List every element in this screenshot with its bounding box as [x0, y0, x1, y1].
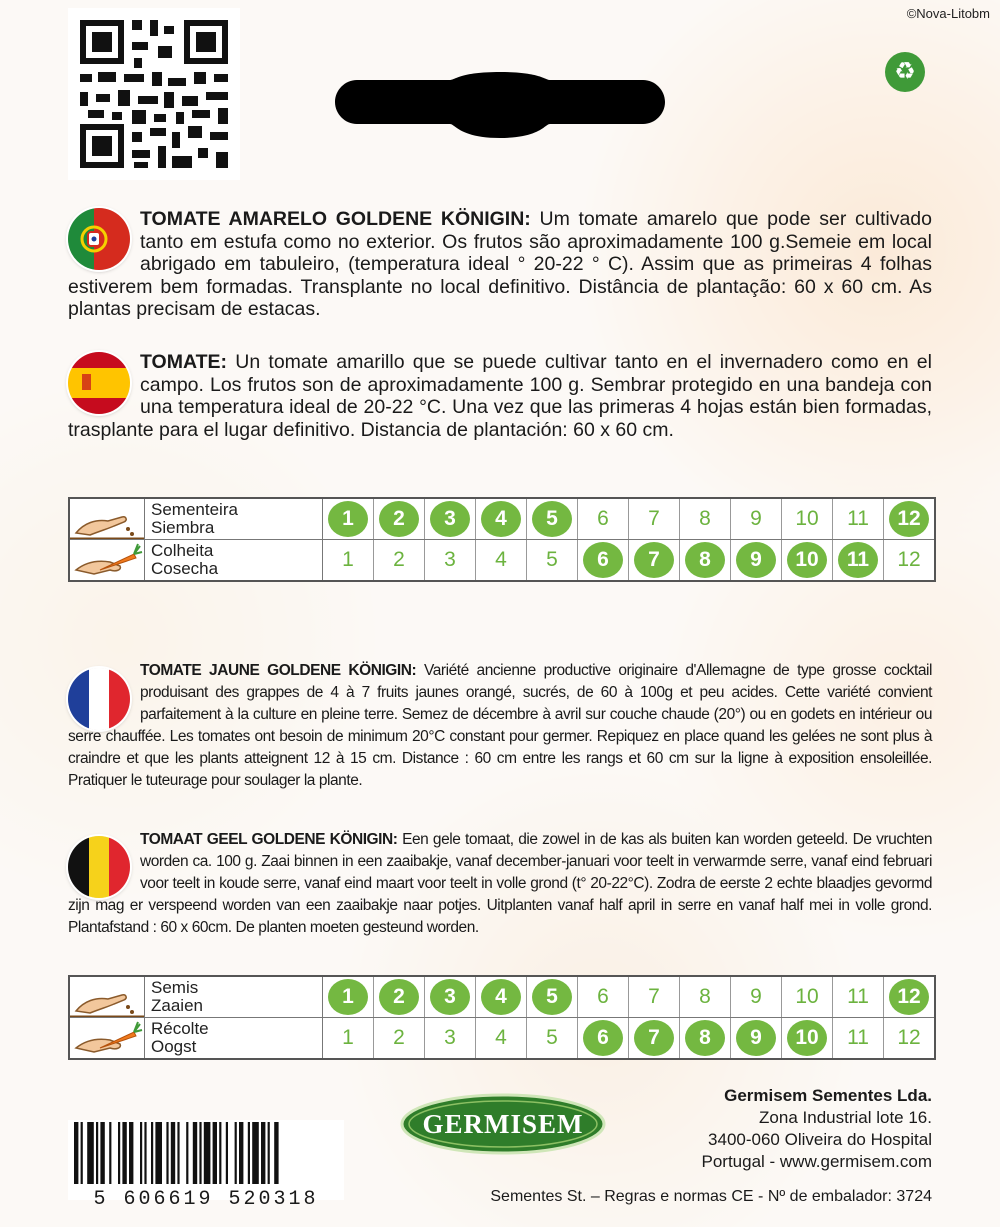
month-number: 2	[393, 1026, 405, 1049]
month-number: 4	[481, 501, 521, 537]
month-number: 11	[838, 542, 878, 578]
paragraph-portuguese	[68, 208, 932, 321]
month-cell	[782, 540, 833, 580]
month-cell	[629, 977, 680, 1017]
month-number: 7	[648, 985, 660, 1008]
harvest-row	[70, 540, 934, 580]
month-cell	[629, 1018, 680, 1058]
month-cell	[680, 1018, 731, 1058]
month-cell	[578, 1018, 629, 1058]
month-number: 9	[736, 1020, 776, 1056]
paragraph-text: Un tomate amarillo que se puede cultivar tanto en el invernadero como en el campo. Los frutos son de aproximadamente 100 g. Sembrar protegido en una bandeja con una temperatura ideal de 20-22 °C. Una vez que las primeras 4 hojas están bien formadas, trasplante para el lugar definitivo. Distancia de plantación: 60 x 60 cm.	[68, 351, 932, 441]
barcode-number: 5 606619 520318	[93, 1188, 319, 1211]
month-cell	[578, 540, 629, 580]
packer-rules-text: Sementes St. – Regras e normas CE - Nº de embalador: 3724	[490, 1188, 932, 1205]
month-cell	[578, 977, 629, 1017]
month-cells	[323, 540, 934, 580]
month-cell	[476, 977, 527, 1017]
month-number: 9	[736, 542, 776, 578]
company-name: Germisem Sementes Lda.	[724, 1086, 932, 1105]
month-number: 1	[328, 501, 368, 537]
month-cell	[374, 499, 425, 539]
recycle-icon: ♻	[885, 52, 925, 92]
month-cell	[425, 977, 476, 1017]
month-cell	[323, 977, 374, 1017]
sowing-label: Sementeira Siembra	[145, 499, 323, 539]
month-cell	[782, 977, 833, 1017]
month-cell	[833, 499, 884, 539]
month-cells	[323, 1018, 934, 1058]
company-address	[701, 1085, 932, 1173]
sowing-row	[70, 499, 934, 540]
paragraph-title: TOMATE JAUNE GOLDENE KÖNIGIN:	[140, 662, 417, 679]
sowing-harvest-calendar	[68, 975, 936, 1060]
month-cell	[476, 540, 527, 580]
month-number: 10	[787, 542, 827, 578]
month-number: 7	[648, 507, 660, 530]
month-cells	[323, 499, 934, 539]
month-number: 10	[787, 1020, 827, 1056]
qr-code-icon	[68, 8, 240, 180]
month-number: 12	[889, 979, 929, 1015]
month-number: 5	[546, 548, 558, 571]
month-number: 2	[379, 979, 419, 1015]
month-cell	[323, 540, 374, 580]
month-cell	[629, 499, 680, 539]
paragraph-french	[68, 660, 932, 792]
month-cell	[425, 540, 476, 580]
sowing-hand-icon	[70, 977, 145, 1017]
month-number: 6	[583, 542, 623, 578]
month-number: 1	[342, 548, 354, 571]
month-number: 4	[495, 548, 507, 571]
paragraph-title: TOMATE:	[140, 351, 228, 373]
month-cell	[731, 540, 782, 580]
paragraph-text: Um tomate amarelo que pode ser cultivado tanto em estufa como no exterior. Os frutos são aproximadamente 100 g.Semeie em local abrigado em tabuleiro, (temperatura ideal ° 20-22 ° C). Assim que as primeiras 4 folhas estiverem bem formadas. Transplante no local definitivo. Distância de plantação: 60 x 60 cm. As plantas precisam de estacas.	[68, 208, 933, 320]
month-cells	[323, 977, 934, 1017]
sowing-harvest-calendar	[68, 497, 936, 582]
month-number: 7	[634, 1020, 674, 1056]
month-number: 11	[847, 985, 869, 1008]
harvest-carrot-icon	[70, 540, 145, 580]
month-cell	[425, 499, 476, 539]
month-cell	[782, 499, 833, 539]
month-number: 5	[546, 1026, 558, 1049]
month-cell	[833, 1018, 884, 1058]
month-number: 10	[795, 507, 819, 530]
harvest-label: Colheita Cosecha	[145, 540, 323, 580]
month-cell	[731, 499, 782, 539]
month-cell	[884, 977, 934, 1017]
month-number: 6	[597, 985, 609, 1008]
month-number: 8	[685, 1020, 725, 1056]
month-cell	[323, 499, 374, 539]
paragraph-text: Variété ancienne productive originaire d'Allemagne de type grosse cocktail produisant des grappes de 4 à 7 fruits jaunes orangé, sucrés, de 60 à 100g et peu acides. Cette variété convient parfaitement à la culture en pleine terre. Semez de décembre à avril sur couche chaude (20°) ou en godets en intérieur ou serre chauffée. Les tomates ont besoin de minimum 20°C constant pour germer. Repiquez en place quand les gelées ne sont plus à craindre et que les plants atteignent 12 à 15 cm. Distance : 60 cm entre les rangs et 60 cm sur la ligne à exposition ensoleillée. Pratiquer le tuteurage pour soulager la plante.	[68, 662, 932, 789]
sowing-row	[70, 977, 934, 1018]
germisem-logo	[400, 1093, 606, 1155]
paragraph-title: TOMATE AMARELO GOLDENE KÖNIGIN:	[140, 208, 531, 230]
paragraph-belgian	[68, 829, 932, 939]
month-cell	[527, 977, 578, 1017]
month-cell	[527, 540, 578, 580]
month-number: 5	[532, 979, 572, 1015]
logo-text: GERMISEM	[422, 1109, 584, 1139]
address-line: 3400-060 Oliveira do Hospital	[708, 1130, 932, 1149]
month-cell	[884, 1018, 934, 1058]
month-cell	[374, 1018, 425, 1058]
month-cell	[731, 977, 782, 1017]
month-number: 3	[430, 979, 470, 1015]
harvest-carrot-icon	[70, 1018, 145, 1058]
month-cell	[374, 540, 425, 580]
month-number: 9	[750, 507, 762, 530]
address-line: Portugal - www.germisem.com	[701, 1152, 932, 1171]
month-number: 3	[430, 501, 470, 537]
month-number: 12	[897, 548, 921, 571]
month-number: 12	[897, 1026, 921, 1049]
month-cell	[680, 499, 731, 539]
paragraph-title: TOMAAT GEEL GOLDENE KÖNIGIN:	[140, 831, 398, 848]
harvest-label: Récolte Oogst	[145, 1018, 323, 1058]
month-number: 8	[699, 507, 711, 530]
month-number: 2	[393, 548, 405, 571]
month-cell	[680, 977, 731, 1017]
month-number: 4	[481, 979, 521, 1015]
paragraph-spanish	[68, 351, 932, 441]
month-cell	[578, 499, 629, 539]
paragraph-text: Een gele tomaat, die zowel in de kas als buiten kan worden geteeld. De vruchten worden ca. 100 g. Zaai binnen in een zaaibakje, vanaf december-januari voor teelt in verwarmde serre, vanaf eind februari voor teelt in koude serre, vanaf eind maart voor teelt in volle grond (t° 20-22°C). Zodra de eerste 2 echte blaadjes gevormd zijn mag er verspeend worden van een zaaibakje naar potjes. Uitplanten vanaf half april in serre en vanaf half mei in volle grond. Plantafstand : 60 x 60cm. De planten moeten gesteund worden.	[68, 831, 932, 936]
month-cell	[680, 540, 731, 580]
hanger-hole	[335, 72, 665, 138]
month-cell	[476, 1018, 527, 1058]
harvest-row	[70, 1018, 934, 1058]
month-number: 4	[495, 1026, 507, 1049]
month-number: 9	[750, 985, 762, 1008]
month-cell	[323, 1018, 374, 1058]
month-number: 6	[583, 1020, 623, 1056]
month-number: 6	[597, 507, 609, 530]
month-cell	[731, 1018, 782, 1058]
month-cell	[527, 499, 578, 539]
sowing-label: Semis Zaaien	[145, 977, 323, 1017]
month-cell	[629, 540, 680, 580]
month-number: 2	[379, 501, 419, 537]
month-number: 1	[328, 979, 368, 1015]
month-number: 5	[532, 501, 572, 537]
month-number: 8	[699, 985, 711, 1008]
month-cell	[833, 540, 884, 580]
month-cell	[374, 977, 425, 1017]
month-cell	[884, 540, 934, 580]
month-number: 1	[342, 1026, 354, 1049]
month-cell	[833, 977, 884, 1017]
month-cell	[527, 1018, 578, 1058]
month-number: 7	[634, 542, 674, 578]
copyright-text: ©Nova-Litobm	[906, 6, 990, 21]
month-number: 3	[444, 1026, 456, 1049]
month-number: 10	[795, 985, 819, 1008]
month-cell	[425, 1018, 476, 1058]
address-line: Zona Industrial lote 16.	[759, 1108, 932, 1127]
month-cell	[884, 499, 934, 539]
month-number: 8	[685, 542, 725, 578]
month-cell	[782, 1018, 833, 1058]
month-number: 11	[847, 1026, 869, 1049]
month-number: 3	[444, 548, 456, 571]
month-cell	[476, 499, 527, 539]
month-number: 12	[889, 501, 929, 537]
sowing-hand-icon	[70, 499, 145, 539]
month-number: 11	[847, 507, 869, 530]
